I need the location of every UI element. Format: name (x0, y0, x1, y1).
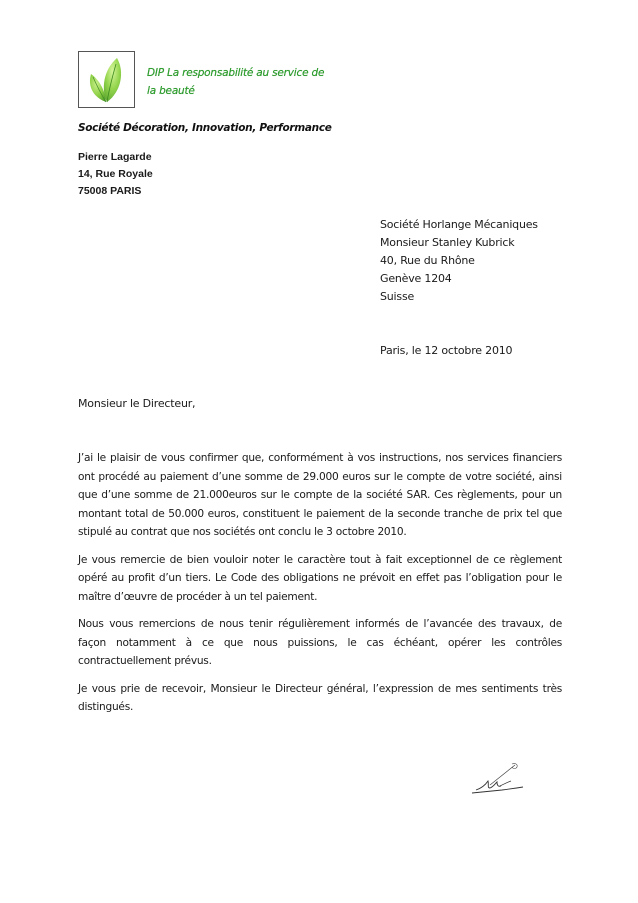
company-tagline: Société Décoration, Innovation, Performance (78, 122, 332, 134)
company-name (147, 64, 347, 100)
recipient-street: 40, Rue du Rhône (380, 254, 475, 267)
signature (470, 762, 525, 798)
sender-name: Pierre Lagarde (78, 151, 152, 163)
sender-address (78, 149, 153, 200)
recipient-person: Monsieur Stanley Kubrick (380, 236, 515, 249)
recipient-city: Genève 1204 (380, 272, 452, 285)
recipient-address (380, 216, 538, 306)
sender-street: 14, Rue Royale (78, 168, 153, 180)
salutation: Monsieur le Directeur, (78, 397, 196, 410)
paragraph-exceptional-payment: Je vous remercie de bien vouloir noter le caractère tout à fait exceptionnel de ce règlement opéré au profit d’un tiers. Le Code des obligations ne prévoit en effet pas l’obligation pour le maître d’œuvre de procéder à un tel paiement. (78, 553, 562, 603)
recipient-company: Société Horlange Mécaniques (380, 218, 538, 231)
letter-date: Paris, le 12 octobre 2010 (380, 344, 513, 357)
paragraph-progress-updates: Nous vous remercions de nous tenir régulièrement informés de l’avancée des travaux, de façon notamment à ce que nous puissions, le cas échéant, opérer les contrôles contractuellement prévus. (78, 618, 562, 667)
letter-body (78, 449, 562, 726)
leaves-logo-icon (79, 52, 134, 107)
company-name-line2: la beauté (147, 85, 195, 97)
recipient-country: Suisse (380, 290, 415, 303)
paragraph-payment-confirmation: J’ai le plaisir de vous confirmer que, conformément à vos instructions, nos services financiers ont procédé au paiement d’une somme de 29.000 euros sur le compte de votre société, ainsi que d’une somme de 21.000euros sur le compte de la société SAR. Ces règlements, pour un montant total de 50.000 euros, constituent le paiement de la seconde tranche de prix tel que stipulé au contrat que nos sociétés ont conclu le 3 octobre 2010. (78, 452, 562, 538)
paragraph-closing: Je vous prie de recevoir, Monsieur le Directeur général, l’expression de mes sentiments très distingués. (78, 682, 562, 713)
handwritten-signature-icon (470, 762, 525, 798)
sender-city: 75008 PARIS (78, 185, 142, 197)
company-logo (78, 51, 135, 108)
company-name-line1: DIP La responsabilité au service de (147, 67, 325, 79)
